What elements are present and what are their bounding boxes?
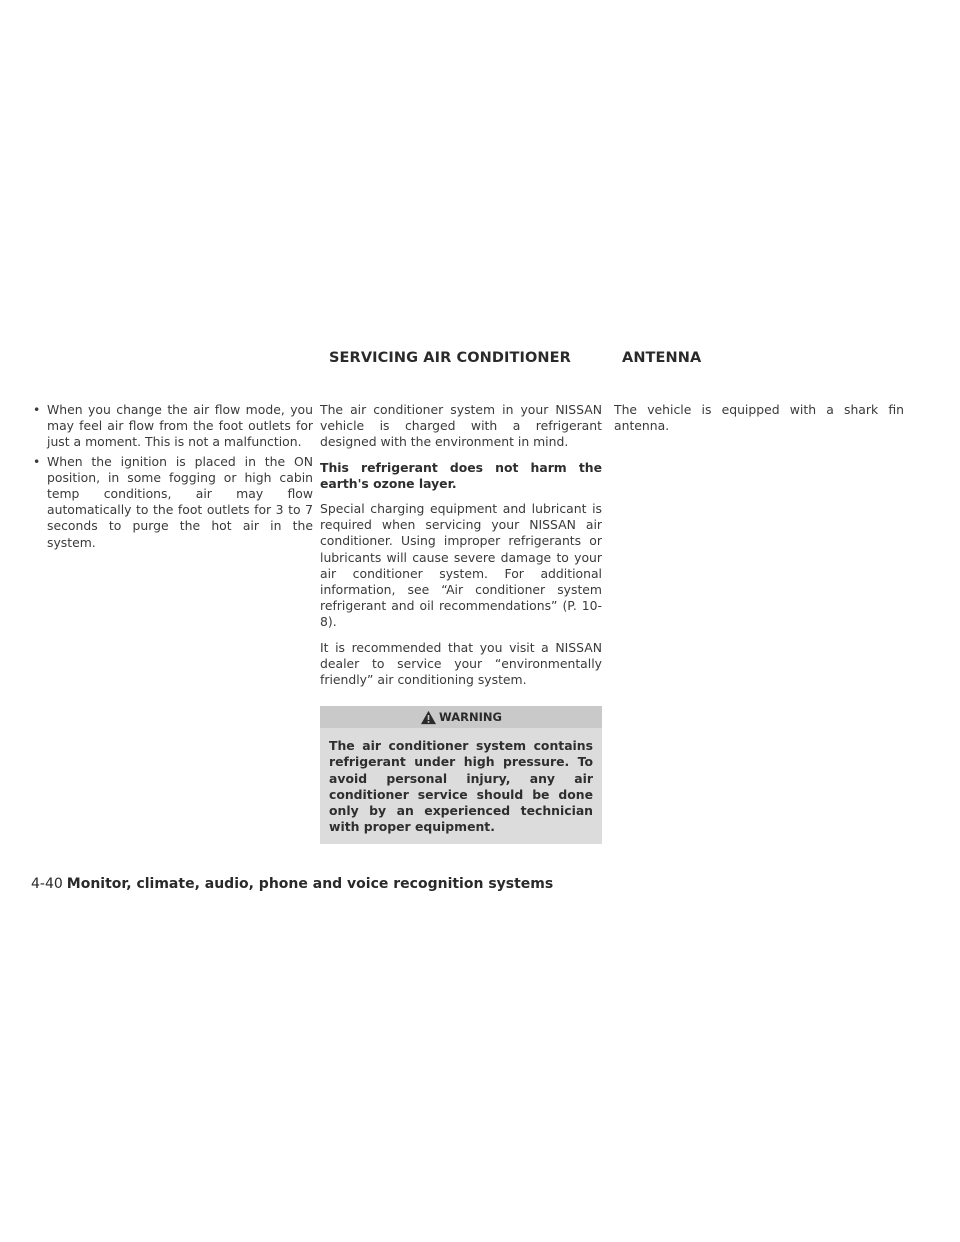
bullet-text: When the ignition is placed in the ON position, in some fogging or high cabin temp conditions, air may flow automatically to the foot outlets for 3 to 7 seconds to purge the hot air in the system.	[47, 453, 313, 550]
bullet-icon: •	[33, 402, 41, 417]
antenna-column	[614, 402, 904, 443]
chapter-title: Monitor, climate, audio, phone and voice recognition systems	[66, 876, 554, 892]
antenna-heading: ANTENNA	[622, 350, 702, 366]
warning-triangle-icon	[420, 710, 437, 725]
servicing-paragraph: It is recommended that you visit a NISSAN dealer to service your “environmentally friendly” air conditioning system.	[320, 639, 602, 688]
servicing-column	[320, 402, 602, 844]
ozone-statement: This refrigerant does not harm the earth's ozone layer.	[320, 459, 602, 491]
warning-header	[320, 706, 602, 728]
left-column	[31, 402, 313, 554]
servicing-paragraph: Special charging equipment and lubricant is required when servicing your NISSAN air conditioner. Using improper refrigerants or lubricants will cause severe damage to your air conditioner system. For additional information, see “Air conditioner system refrigerant and oil recommendations” (P. 10-8).	[320, 501, 602, 630]
warning-text: The air conditioner system contains refrigerant under high pressure. To avoid personal injury, any air conditioner service should be done only by an experienced technician with proper equipment.	[329, 738, 593, 835]
list-item	[31, 454, 313, 551]
page-number: 4-40	[31, 876, 63, 892]
warning-box	[320, 706, 602, 844]
page-footer	[31, 876, 553, 892]
antenna-paragraph: The vehicle is equipped with a shark fin antenna.	[614, 402, 904, 434]
servicing-paragraph: The air conditioner system in your NISSAN vehicle is charged with a refrigerant designed with the environment in mind.	[320, 402, 602, 450]
bullet-list	[31, 402, 313, 551]
warning-label: WARNING	[439, 710, 502, 725]
servicing-heading: SERVICING AIR CONDITIONER	[329, 350, 571, 366]
bullet-text: When you change the air flow mode, you may feel air flow from the foot outlets for just a moment. This is not a malfunction.	[47, 402, 313, 450]
list-item	[31, 402, 313, 451]
bullet-icon: •	[33, 453, 41, 469]
